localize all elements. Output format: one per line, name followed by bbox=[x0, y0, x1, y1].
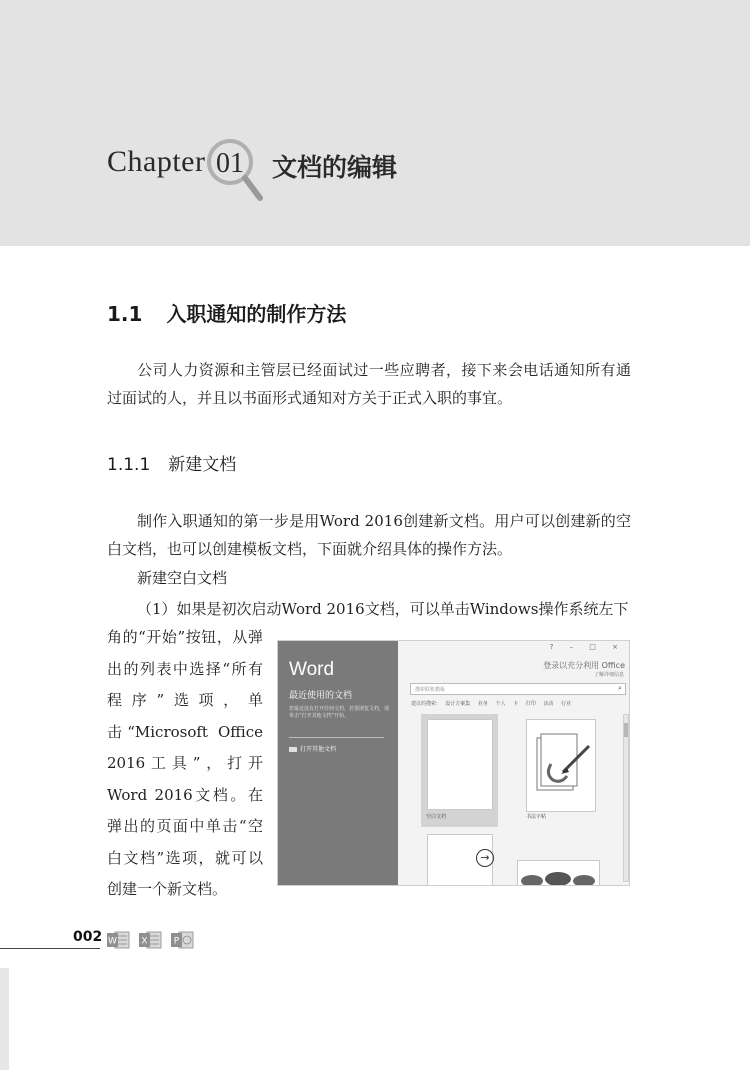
blank-template-label: 空白文档 bbox=[426, 814, 447, 820]
subsection-title: 新建文档 bbox=[168, 455, 237, 475]
subsection-heading bbox=[107, 450, 236, 475]
powerpoint-icon-letter: P bbox=[173, 936, 180, 947]
screenshot-sidebar bbox=[278, 641, 398, 886]
recent-heading: 最近使用的文档 bbox=[289, 691, 353, 701]
template-search-input[interactable] bbox=[410, 683, 626, 695]
excel-icon bbox=[139, 931, 162, 949]
learn-more-link[interactable]: 了解详细信息 bbox=[593, 672, 624, 678]
calligraphy-brush-icon bbox=[527, 720, 597, 813]
tag-business[interactable]: 业务 bbox=[477, 701, 488, 707]
tag-cards[interactable]: 卡 bbox=[513, 701, 519, 707]
scrollbar-thumb[interactable] bbox=[624, 723, 628, 737]
open-other-link[interactable] bbox=[289, 744, 336, 753]
chapter-number: 01 bbox=[216, 148, 244, 179]
page-edge-strip bbox=[0, 968, 9, 1070]
suggested-search-tags bbox=[411, 700, 577, 707]
tag-industry[interactable]: 行业 bbox=[560, 701, 571, 707]
section-title: 入职通知的制作方法 bbox=[166, 302, 347, 326]
arrow-right-icon: → bbox=[476, 849, 494, 867]
step1-wrapped-text: 角的“开始”按钮，从弹出的列表中选择“所有程序”选项，单击“Microsoft Office 2016工具”，打开Word 2016文档。在弹出的页面中单击“空白文档”选项，就可以创建一个新文档。 bbox=[107, 628, 263, 898]
cloud-icon bbox=[518, 861, 601, 886]
section-intro-paragraph: 公司人力资源和主管层已经面试过一些应聘者，接下来会电话通知所有通过面试的人，并且以书面形式通知对方关于正式入职的事宜。 bbox=[107, 361, 631, 407]
sidebar-divider bbox=[289, 737, 384, 738]
tag-design-sets[interactable]: 设计方案集 bbox=[445, 701, 471, 707]
tag-personal[interactable]: 个人 bbox=[495, 701, 506, 707]
recent-description: 您最近没有打开任何文档。若要浏览文档，请单击“打开其他文档”开始。 bbox=[289, 706, 390, 719]
chapter-header-band bbox=[0, 0, 750, 246]
search-placeholder: 搜索联机模板 bbox=[415, 687, 446, 693]
section-heading bbox=[107, 298, 346, 327]
bold-subheading: 新建空白文档 bbox=[137, 569, 228, 587]
app-name: Word bbox=[289, 659, 335, 680]
login-link[interactable]: 登录以充分利用 Office bbox=[543, 661, 625, 670]
step1-first-line: （1）如果是初次启动Word 2016文档，可以单击Windows操作系统左下 bbox=[137, 600, 629, 618]
template-scrollbar[interactable] bbox=[623, 714, 629, 882]
page-number: 002 bbox=[73, 929, 103, 945]
subsection-number: 1.1.1 bbox=[107, 455, 151, 475]
screenshot-main bbox=[398, 641, 630, 886]
cloud-template[interactable] bbox=[517, 860, 600, 886]
welcome-tour-template[interactable] bbox=[427, 834, 493, 886]
subsection-body-paragraph: 制作入职通知的第一步是用Word 2016创建新文档。用户可以创建新的空白文档，也可以创建模板文档，下面就介绍具体的操作方法。 bbox=[107, 512, 631, 558]
blank-document-template[interactable] bbox=[427, 719, 493, 810]
footer-rule bbox=[0, 948, 100, 949]
powerpoint-icon bbox=[171, 931, 194, 949]
tag-print[interactable]: 打印 bbox=[525, 701, 536, 707]
word-start-screenshot bbox=[277, 640, 630, 886]
search-icon[interactable]: ⌕ bbox=[618, 684, 622, 692]
calligraphy-template-label: 书法字帖 bbox=[526, 814, 547, 820]
open-other-label: 打开其他文档 bbox=[300, 746, 337, 753]
chapter-label: Chapter bbox=[107, 145, 206, 178]
window-controls[interactable]: ? – □ × bbox=[549, 643, 625, 651]
word-icon bbox=[107, 931, 130, 949]
excel-icon-letter: X bbox=[141, 936, 148, 947]
chapter-title: 文档的编辑 bbox=[272, 153, 398, 182]
tag-label: 建议的搜索: bbox=[411, 701, 438, 707]
tag-events[interactable]: 活动 bbox=[543, 701, 554, 707]
folder-icon bbox=[289, 747, 297, 752]
word-icon-letter: W bbox=[108, 936, 117, 947]
calligraphy-template[interactable] bbox=[526, 719, 596, 812]
section-number: 1.1 bbox=[107, 302, 143, 326]
